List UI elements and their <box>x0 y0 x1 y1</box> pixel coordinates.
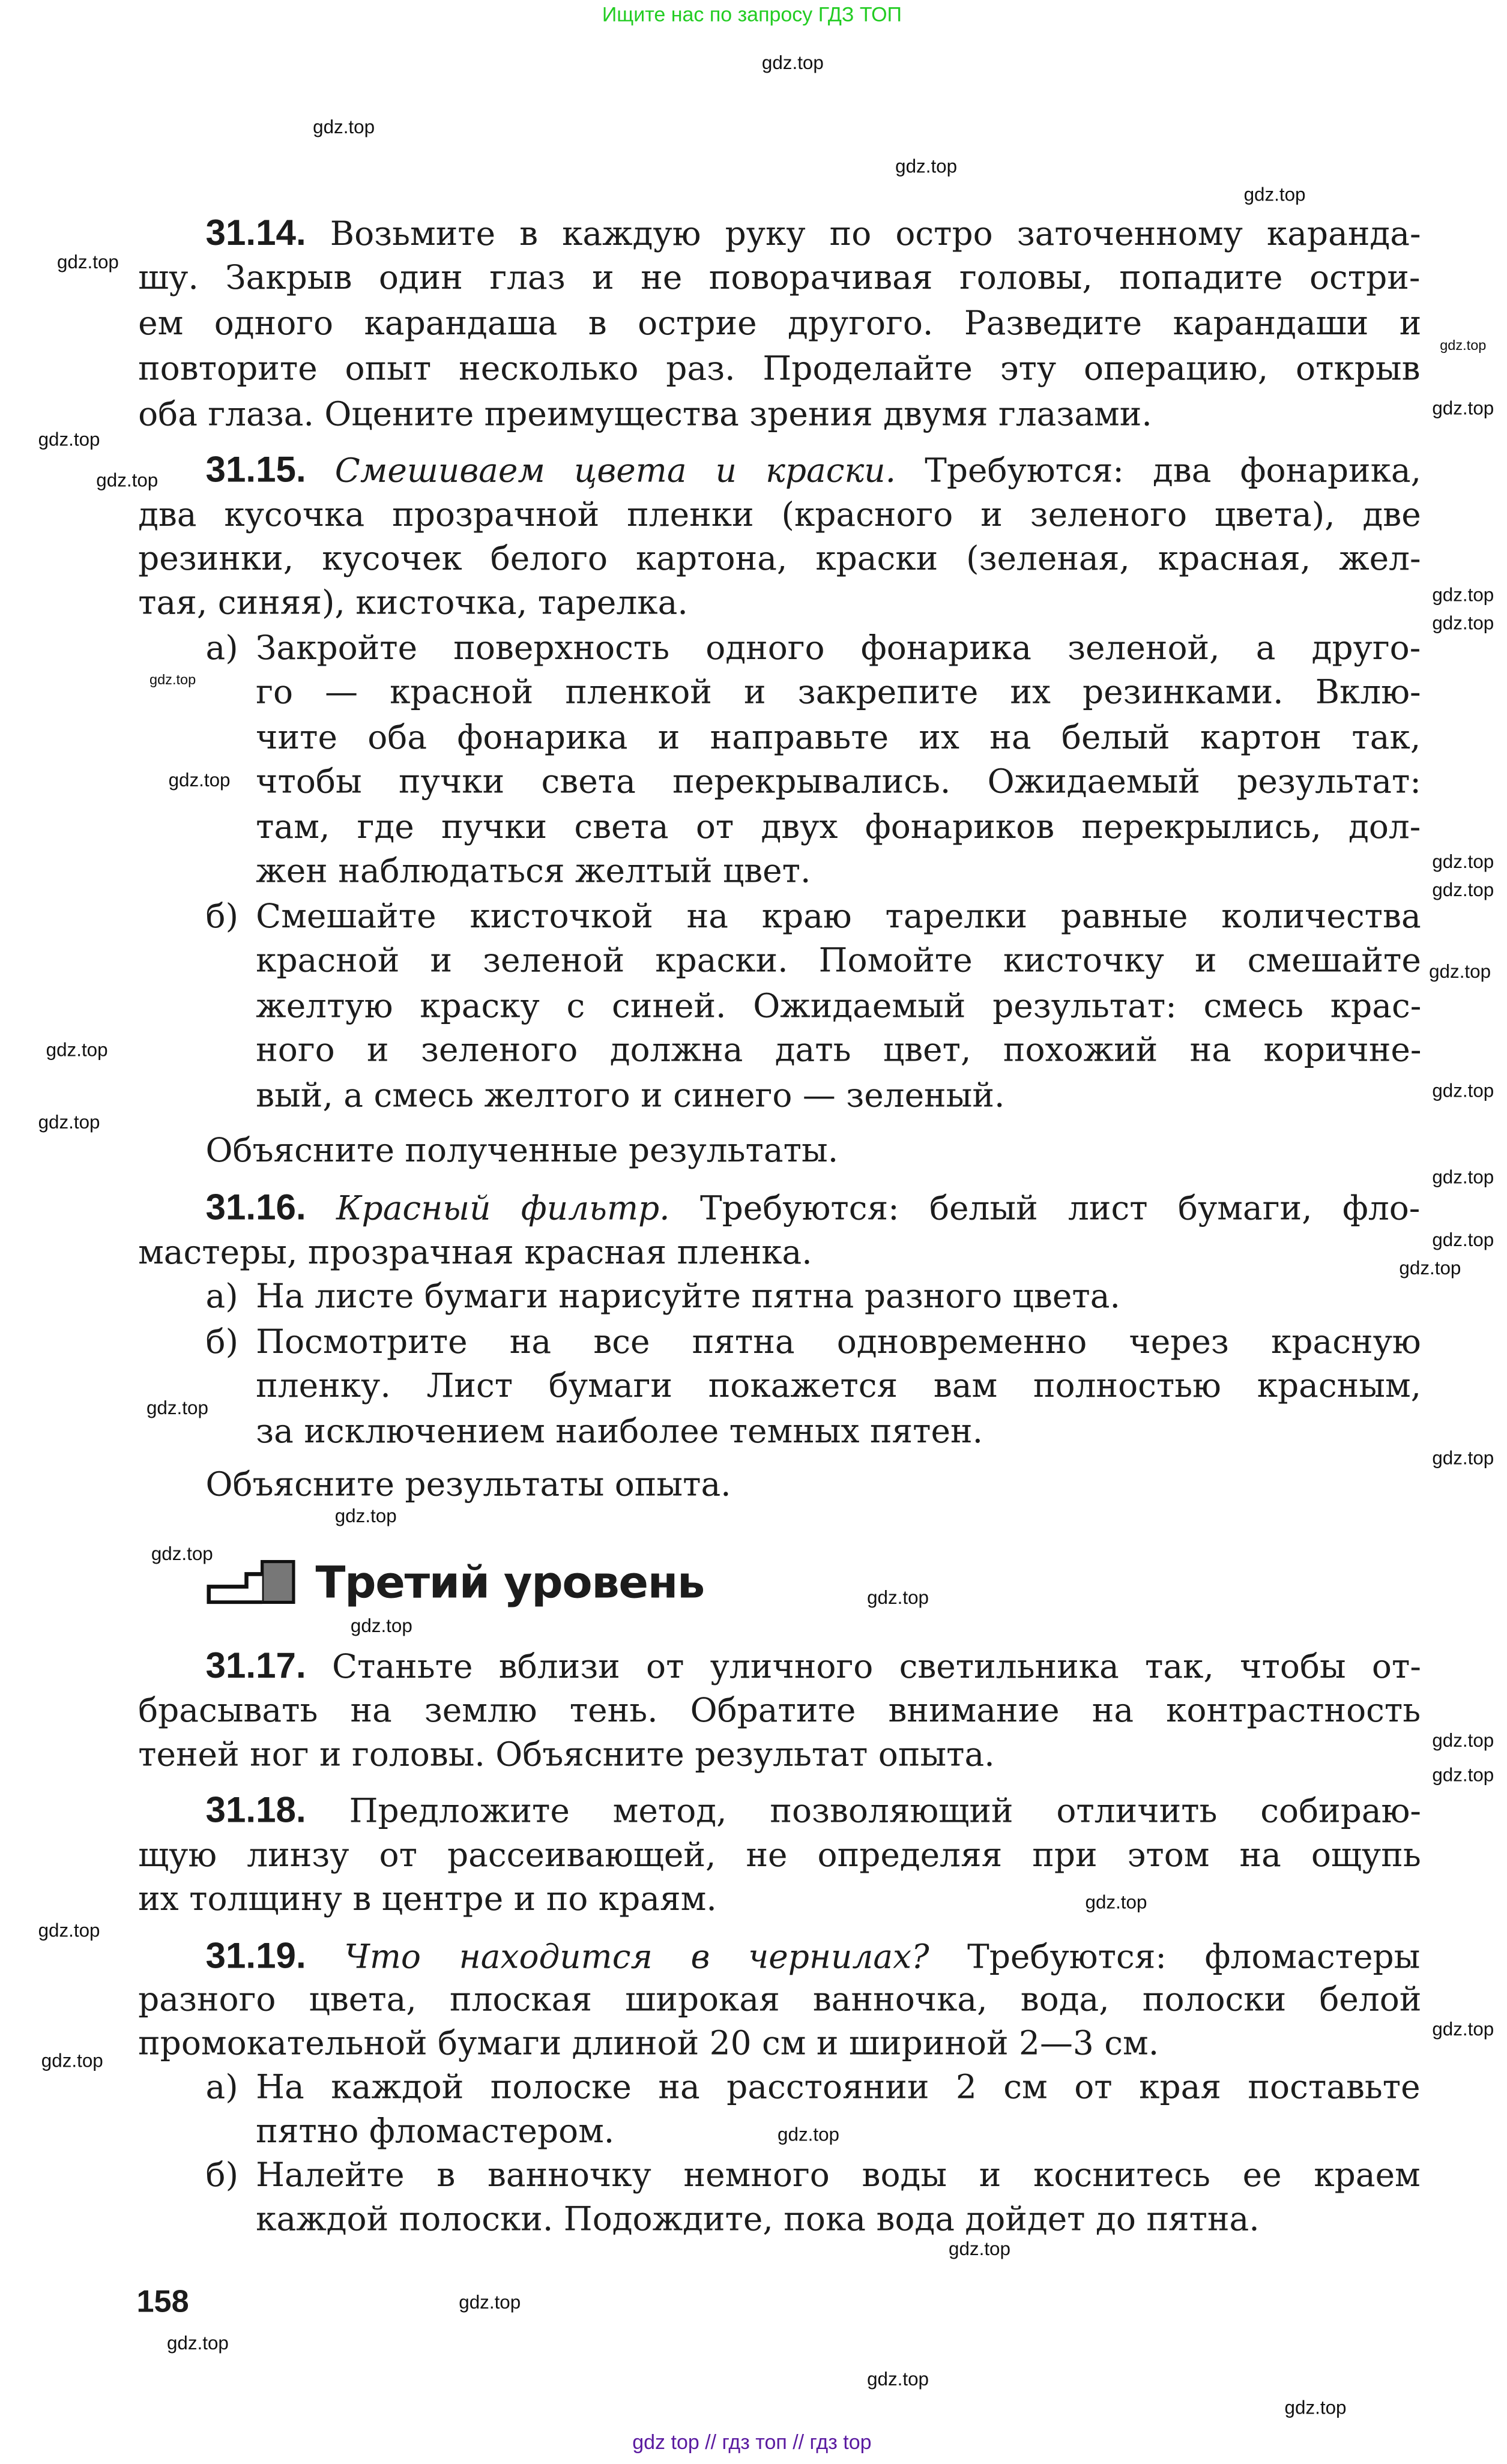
text-line <box>138 1235 812 1270</box>
part-text: Налейте в ванночку немного воды и коснитесь ее краем <box>256 2156 1421 2194</box>
text-line-content <box>256 2114 614 2149</box>
text-line <box>256 854 811 888</box>
task-text: Требуются: белый лист бумаги, фло- <box>699 1189 1421 1227</box>
item-label: б) <box>205 2156 239 2194</box>
text-line-content <box>256 2158 1421 2193</box>
level-heading-title: Третий уровень <box>315 1556 705 1608</box>
watermark-text: gdz.top <box>1432 1447 1494 1469</box>
task-text: их толщину в центре и по краям. <box>138 1880 717 1918</box>
text-line <box>256 631 1421 666</box>
watermark-text: gdz.top <box>1284 2396 1347 2419</box>
text-line <box>256 943 1421 978</box>
text-line-content <box>256 810 1421 845</box>
watermark-text: gdz.top <box>1243 183 1306 206</box>
text-line <box>138 1737 995 1772</box>
text-line-content <box>256 1414 983 1449</box>
task-text: щую линзу от рассеивающей, не определяя при этом на ощупь <box>138 1836 1421 1874</box>
task-text: повторите опыт несколько раз. Проделайте эту операцию, открыв <box>138 350 1421 388</box>
text-line <box>138 261 1420 295</box>
watermark-text: gdz.top <box>1432 879 1494 901</box>
text-line <box>138 397 1152 432</box>
watermark-text: gdz.top <box>1399 1257 1461 1279</box>
text-line-content <box>205 1789 1421 1830</box>
part-text: красной и зеленой краски. Помойте кисточку и смешайте <box>256 941 1421 980</box>
task-text: теней ног и головы. Объясните результат опыта. <box>138 1735 995 1774</box>
task-text: Станьте вблизи от уличного светильника так, чтобы от- <box>332 1648 1421 1686</box>
text-line <box>256 675 1421 709</box>
text-line <box>256 899 1421 934</box>
text-line-content <box>256 720 1421 755</box>
part-text: Посмотрите на все пятна одновременно через красную <box>256 1323 1421 1361</box>
task-text: Предложите метод, позволяющий отличить собираю- <box>349 1792 1421 1830</box>
text-line <box>138 352 1420 387</box>
watermark-text: gdz.top <box>1432 612 1494 634</box>
part-text: за исключением наиболее темных пятен. <box>256 1412 983 1450</box>
staircase-icon <box>206 1560 297 1604</box>
task-text: тая, синяя), кисточка, тарелка. <box>138 583 688 622</box>
item-label: б) <box>205 897 239 936</box>
text-line-content <box>256 764 1421 799</box>
watermark-text: gdz.top <box>1429 960 1491 983</box>
text-line-content <box>138 261 1420 295</box>
watermark-text: gdz.top <box>1432 397 1494 420</box>
text-line-content <box>205 1935 1421 1976</box>
text-line-content <box>138 2026 1159 2061</box>
text-line-content <box>256 2202 1260 2237</box>
text-line-content <box>205 1186 1421 1227</box>
task-text: ем одного карандаша в острие другого. Разведите карандаши и <box>138 304 1422 342</box>
text-line <box>138 306 1421 341</box>
text-line <box>256 720 1421 755</box>
text-line <box>206 1468 731 1502</box>
text-line <box>256 1279 1120 1314</box>
part-text: вый, а смесь желтого и синего — зеленый. <box>256 1076 1005 1115</box>
text-line-content <box>138 1838 1421 1873</box>
task-number: 31.15. <box>205 448 306 490</box>
part-text: пятно фломастером. <box>256 2112 615 2151</box>
text-line-content <box>138 1235 812 1270</box>
text-line <box>205 1645 1421 1686</box>
task-text: резинки, кусочек белого картона, краски (зеленая, красная, жел- <box>138 540 1421 578</box>
text-line-content <box>205 448 1422 490</box>
text-line <box>138 498 1421 532</box>
part-text: пленку. Лист бумаги покажется вам полностью красным, <box>256 1367 1422 1405</box>
part-text: На каждой полоске на расстоянии 2 см от края поставьте <box>256 2068 1421 2106</box>
text-line-content <box>205 1645 1421 1686</box>
item-label: а) <box>205 2068 238 2106</box>
watermark-text: gdz.top <box>1432 1166 1494 1188</box>
watermark-text: gdz.top <box>46 1038 108 1061</box>
text-line <box>256 1369 1421 1403</box>
watermark-text: gdz.top <box>166 2332 229 2354</box>
watermark-text: gdz.top <box>38 1111 100 1133</box>
watermark-text: gdz.top <box>38 428 100 451</box>
watermark-text: gdz.top <box>1432 1729 1494 1752</box>
level-heading <box>206 1557 705 1607</box>
watermark-text: gdz.top <box>149 672 196 688</box>
text-line <box>256 2158 1421 2193</box>
page-number: 158 <box>136 2285 189 2320</box>
text-line-content <box>256 1279 1120 1314</box>
task-text: разного цвета, плоская широкая ванночка, вода, полоски белой <box>138 1980 1422 2019</box>
text-line <box>205 1935 1421 1976</box>
text-line-content <box>256 854 811 888</box>
watermark-text: gdz.top <box>151 1543 213 1565</box>
text-line-content <box>138 1882 717 1917</box>
text-line <box>256 764 1421 799</box>
text-line-content <box>138 1982 1421 2017</box>
watermark-text: gdz.top <box>41 2049 103 2072</box>
watermark-text: gdz.top <box>313 116 375 139</box>
text-line <box>256 989 1421 1023</box>
text-line-content <box>256 2070 1420 2105</box>
task-title: Красный фильтр. <box>336 1189 670 1227</box>
item-label: а) <box>205 629 238 667</box>
watermark-text: gdz.top <box>1085 1891 1147 1914</box>
text-line <box>256 1414 983 1449</box>
text-line <box>256 2202 1260 2237</box>
part-text: чтобы пучки света перекрывались. Ожидаемый результат: <box>256 762 1421 801</box>
text-line-content <box>138 352 1420 387</box>
text-line-content <box>138 498 1421 532</box>
text-line <box>205 448 1422 490</box>
task-text: Требуются: два фонарика, <box>925 452 1422 490</box>
closing-text: Объясните результаты опыта. <box>205 1466 731 1504</box>
watermark-text: gdz.top <box>895 155 958 178</box>
part-text: желтую краску с синей. Ожидаемый результат: смесь крас- <box>256 987 1422 1025</box>
text-line-content <box>138 397 1152 432</box>
watermark-text: gdz.top <box>1440 337 1487 354</box>
text-line-content <box>205 211 1421 253</box>
text-line <box>256 2070 1420 2105</box>
task-text: брасывать на землю тень. Обратите внимание на контрастность <box>138 1691 1421 1730</box>
watermark-text: gdz.top <box>867 2368 929 2391</box>
text-line-content <box>138 585 688 620</box>
text-line <box>205 211 1421 253</box>
watermark-text: gdz.top <box>778 2123 839 2146</box>
part-text: чите оба фонарика и направьте их на белый картон так, <box>256 718 1421 757</box>
text-line <box>256 810 1421 845</box>
text-line-content <box>138 306 1421 341</box>
text-line-content <box>256 675 1421 709</box>
text-line <box>138 1882 717 1917</box>
part-text: На листе бумаги нарисуйте пятна разного цвета. <box>256 1277 1120 1316</box>
watermark-text: gdz.top <box>96 469 159 492</box>
watermark-text: gdz.top <box>1432 851 1494 873</box>
watermark-text: gdz.top <box>761 52 824 74</box>
task-number: 31.19. <box>205 1935 306 1976</box>
watermark-text: gdz.top <box>350 1615 412 1637</box>
task-number: 31.17. <box>205 1645 306 1686</box>
part-text: ного и зеленого должна дать цвет, похожий на коричне- <box>256 1031 1422 1069</box>
text-line-content <box>206 1468 731 1502</box>
watermark-text: gdz.top <box>1432 2018 1494 2040</box>
task-text: мастеры, прозрачная красная пленка. <box>138 1234 812 1271</box>
watermark-text: gdz.top <box>38 1919 100 1942</box>
text-line <box>205 1186 1421 1227</box>
watermark-text: gdz.top <box>459 2291 521 2313</box>
text-line <box>206 1133 839 1168</box>
text-line-content <box>256 899 1421 934</box>
task-text: Требуются: фломастеры <box>967 1938 1421 1976</box>
text-line-content <box>256 943 1421 978</box>
text-line-content <box>206 1133 839 1168</box>
watermark-text: gdz.top <box>949 2238 1010 2261</box>
text-line <box>138 585 688 620</box>
closing-text: Объясните полученные результаты. <box>205 1131 839 1169</box>
text-line-content <box>256 989 1421 1023</box>
task-number: 31.14. <box>205 211 306 253</box>
text-line-content <box>138 541 1421 576</box>
task-title: Что находится в чернилах? <box>344 1938 929 1976</box>
task-text: Возьмите в каждую руку по остро заточенному каранда- <box>330 215 1421 253</box>
top-banner[interactable]: Ищите нас по запросу ГДЗ ТОП <box>602 2 902 26</box>
text-line <box>256 1032 1421 1067</box>
part-text: каждой полоски. Подождите, пока вода дойдет до пятна. <box>256 2200 1260 2238</box>
watermark-text: gdz.top <box>56 251 119 273</box>
watermark-text: gdz.top <box>146 1396 208 1419</box>
bottom-banner[interactable]: gdz top // гдз топ // гдз top <box>632 2430 872 2454</box>
part-text: там, где пучки света от двух фонариков перекрылись, дол- <box>256 808 1421 846</box>
watermark-text: gdz.top <box>1432 583 1494 606</box>
text-line-content <box>256 1032 1421 1067</box>
task-text: промокательной бумаги длиной 20 см и шириной 2—3 см. <box>138 2024 1159 2062</box>
text-line <box>138 1693 1421 1728</box>
task-title: Смешиваем цвета и краски. <box>334 452 896 490</box>
text-line-content <box>256 1078 1004 1113</box>
item-label: б) <box>205 1323 239 1361</box>
text-line <box>205 1789 1421 1830</box>
task-number: 31.18. <box>205 1789 306 1830</box>
watermark-text: gdz.top <box>334 1505 397 1528</box>
text-line-content <box>138 1737 995 1772</box>
text-line-content <box>256 1369 1421 1403</box>
task-text: оба глаза. Оцените преимущества зрения двумя глазами. <box>138 395 1152 433</box>
task-text: два кусочка прозрачной пленки (красного и зеленого цвета), две <box>138 496 1421 534</box>
part-text: Закройте поверхность одного фонарика зеленой, а друго- <box>256 629 1421 667</box>
task-text: шу. Закрыв один глаз и не поворачивая головы, попадите остри- <box>138 259 1421 297</box>
text-line <box>138 1838 1421 1873</box>
watermark-text: gdz.top <box>1432 1229 1494 1251</box>
watermark-text: gdz.top <box>1432 1079 1494 1102</box>
watermark-text: gdz.top <box>1432 1764 1494 1786</box>
text-line-content <box>256 631 1421 666</box>
text-line <box>256 1078 1004 1113</box>
text-line <box>138 541 1421 576</box>
part-text: жен наблюдаться желтый цвет. <box>256 852 811 890</box>
text-line <box>256 1325 1421 1360</box>
watermark-text: gdz.top <box>168 769 231 791</box>
text-line-content <box>256 1325 1421 1360</box>
text-line <box>138 2026 1159 2061</box>
part-text: Смешайте кисточкой на краю тарелки равные количества <box>256 897 1421 936</box>
text-line <box>138 1982 1421 2017</box>
part-text: го — красной пленкой и закрепите их резинками. Вклю- <box>256 673 1421 711</box>
text-line <box>256 2114 614 2149</box>
item-label: а) <box>205 1277 238 1316</box>
task-number: 31.16. <box>205 1186 306 1227</box>
watermark-text: gdz.top <box>867 1586 929 1609</box>
text-line-content <box>138 1693 1421 1728</box>
